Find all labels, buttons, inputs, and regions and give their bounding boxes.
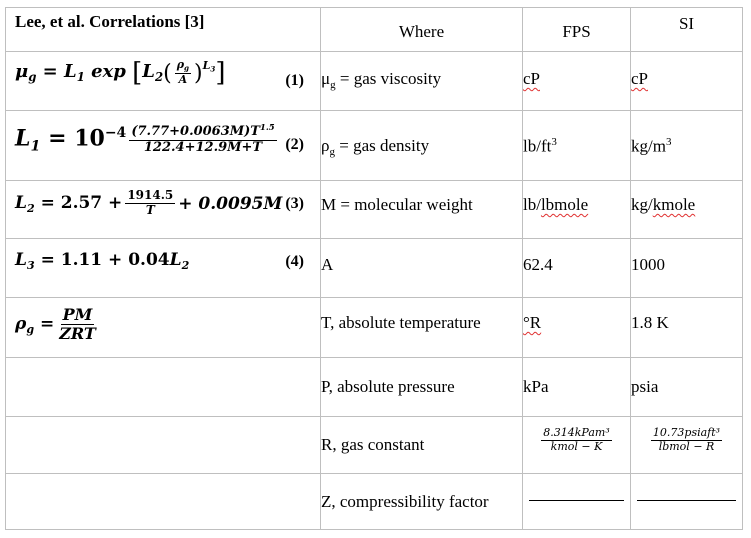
table-title: Lee, et al. Correlations [3] (15, 12, 205, 31)
table-row (6, 358, 743, 417)
si-cell: $kg/m^3$ (631, 111, 743, 181)
si-cell: 1.8 K (631, 298, 743, 358)
equation-1-cell (6, 52, 321, 111)
table-title-cell (6, 8, 321, 52)
fps-cell: lb/lbmole (523, 181, 631, 239)
where-cell: T, absolute temperature (321, 298, 523, 358)
where-cell: M = molecular weight (321, 181, 523, 239)
equation-3-cell (6, 181, 321, 239)
si-cell: psia (631, 358, 743, 417)
equation-4-cell (6, 239, 321, 298)
equation-5: $\rho_g$ = $\frac{PM}{\text{ZRT}}$ (15, 304, 96, 343)
fps-cell: °R (523, 298, 631, 358)
equation-3: $L_2 = 2.57$ + $\frac{1914.5}{T}$ + 0.0095M (15, 188, 283, 217)
fps-cell: 62.4 (523, 239, 631, 298)
gas-constant-si: $\frac{\text{10.73psiaft³}}{\text{lbmol − R}}$ (652, 426, 721, 453)
where-cell: R, gas constant (321, 417, 523, 474)
equation-1: $\mu_g = L_1$ exp [ $L_2$ ( $\frac{\rho_g}{A}$ ) $L_3$ ] (15, 58, 226, 88)
where-cell: Z, compressibility factor (321, 474, 523, 530)
header-si: SI (631, 8, 743, 52)
where-cell: P, absolute pressure (321, 358, 523, 417)
equation-number: (1) (285, 72, 304, 89)
header-fps: FPS (523, 8, 631, 52)
where-cell: $\rho_g$ = gas density (321, 111, 523, 181)
fps-cell: $lb/ft^3$ (523, 111, 631, 181)
blank-line (529, 486, 624, 501)
si-cell (631, 417, 743, 474)
correlations-table (5, 7, 743, 530)
equation-2: $L_1 = 10^{-4}$ $\frac{(7.77+0.0063M)T^{1.5}}{122.4+12.9M+T}$ (15, 122, 275, 156)
header-where: Where (321, 8, 523, 52)
table-row (6, 181, 743, 239)
table-row (6, 298, 743, 358)
fps-cell (523, 474, 631, 530)
equation-number: (4) (285, 253, 304, 270)
blank-line (637, 486, 736, 501)
si-cell: kg/kmole (631, 181, 743, 239)
si-cell: cP (631, 52, 743, 111)
fps-cell: kPa (523, 358, 631, 417)
table-row (6, 239, 743, 298)
equation-number: (3) (285, 195, 304, 212)
table-row (6, 111, 743, 181)
equation-4: $L_3 = 1.11 + 0.04L_2$ (15, 250, 190, 272)
table-row (6, 417, 743, 474)
si-cell: 1000 (631, 239, 743, 298)
fps-cell (523, 417, 631, 474)
empty-cell (6, 358, 321, 417)
table-row (6, 474, 743, 530)
empty-cell (6, 474, 321, 530)
where-cell: A (321, 239, 523, 298)
gas-constant-fps: $\frac{\text{8.314kPam³}}{\text{kmol − K}}$ (543, 426, 610, 453)
si-cell (631, 474, 743, 530)
fps-cell: cP (523, 52, 631, 111)
equation-5-cell (6, 298, 321, 358)
equation-number: (2) (285, 136, 304, 153)
table-row (6, 52, 743, 111)
equation-2-cell (6, 111, 321, 181)
where-cell: $\mu_g$ = gas viscosity (321, 52, 523, 111)
empty-cell (6, 417, 321, 474)
